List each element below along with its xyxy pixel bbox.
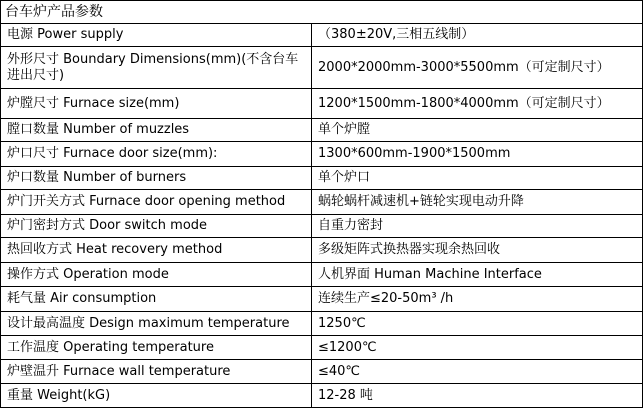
table-row xyxy=(1,190,643,215)
param-label: 热回收方式 Heat recovery method xyxy=(1,238,312,263)
table-row xyxy=(1,336,643,360)
param-label: 炉口尺寸 Furnace door size(mm): xyxy=(1,142,312,167)
param-value: ≤1200℃ xyxy=(312,336,643,360)
param-value: 12-28 吨 xyxy=(312,384,643,408)
param-label: 膛口数量 Number of muzzles xyxy=(1,119,312,142)
param-value: 自重力密封 xyxy=(312,215,643,238)
table-row xyxy=(1,287,643,312)
param-value: 1250℃ xyxy=(312,312,643,336)
param-value: 2000*2000mm-3000*5500mm（可定制尺寸） xyxy=(312,47,643,89)
param-value: 单个炉膛 xyxy=(312,119,643,142)
param-label: 工作温度 Operating temperature xyxy=(1,336,312,360)
param-value: （380±20V,三相五线制） xyxy=(312,24,643,47)
param-label: 外形尺寸 Boundary Dimensions(mm)(不含台车进出尺寸) xyxy=(1,47,312,89)
table-row xyxy=(1,142,643,167)
table-row xyxy=(1,119,643,142)
param-value: 蜗轮蜗杆减速机+链轮实现电动升降 xyxy=(312,190,643,215)
param-value: 多级矩阵式换热器实现余热回收 xyxy=(312,238,643,263)
param-value: 1300*600mm-1900*1500mm xyxy=(312,142,643,167)
table-row xyxy=(1,167,643,190)
table-row xyxy=(1,89,643,119)
param-label: 重量 Weight(kG) xyxy=(1,384,312,408)
param-label: 炉门开关方式 Furnace door opening method xyxy=(1,190,312,215)
table-title-row xyxy=(1,1,643,24)
param-label: 炉膛尺寸 Furnace size(mm) xyxy=(1,89,312,119)
param-value: ≤40℃ xyxy=(312,360,643,384)
table-row xyxy=(1,215,643,238)
param-label: 炉壁温升 Furnace wall temperature xyxy=(1,360,312,384)
table-row xyxy=(1,47,643,89)
param-label: 设计最高温度 Design maximum temperature xyxy=(1,312,312,336)
table-row xyxy=(1,384,643,408)
param-label: 炉门密封方式 Door switch mode xyxy=(1,215,312,238)
table-row xyxy=(1,238,643,263)
param-value: 单个炉口 xyxy=(312,167,643,190)
table-row xyxy=(1,312,643,336)
param-label: 操作方式 Operation mode xyxy=(1,263,312,287)
table-title: 台车炉产品参数 xyxy=(1,1,643,24)
param-value: 连续生产≤20-50m³ /h xyxy=(312,287,643,312)
table-row xyxy=(1,263,643,287)
table-row xyxy=(1,360,643,384)
param-label: 电源 Power supply xyxy=(1,24,312,47)
param-value: 1200*1500mm-1800*4000mm（可定制尺寸） xyxy=(312,89,643,119)
param-value: 人机界面 Human Machine Interface xyxy=(312,263,643,287)
table-row xyxy=(1,24,643,47)
param-label: 耗气量 Air consumption xyxy=(1,287,312,312)
param-label: 炉口数量 Number of burners xyxy=(1,167,312,190)
